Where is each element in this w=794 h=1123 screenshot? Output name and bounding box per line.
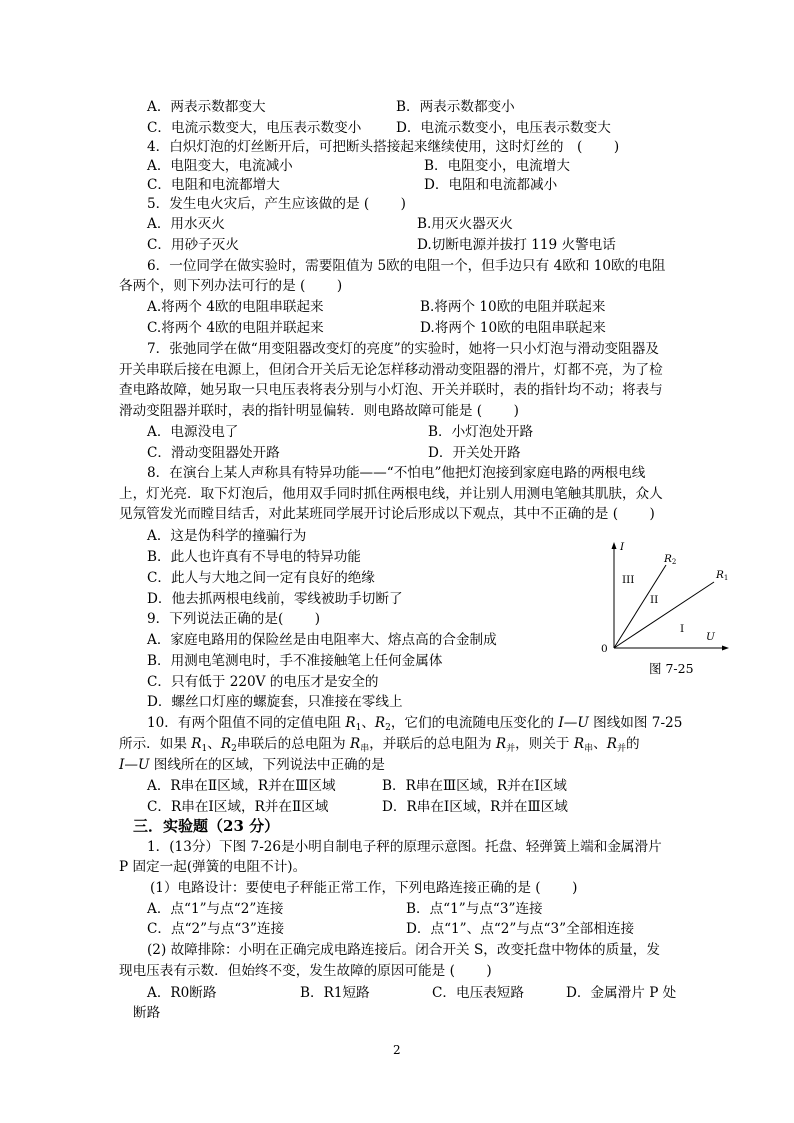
q3-option-a: A．两表示数都变大 <box>147 99 266 115</box>
q10-stem-line2: 所示．如果 $R_1$、$R_2$串联后的总电阻为 $R_串$，并联后的总电阻为 $R_并$，则关于 $R_串$、$R_并$的 <box>119 736 640 754</box>
q9-stem: 9．下列说法正确的是( ) <box>147 611 321 627</box>
q10-option-a: A．R串在Ⅱ区域，R并在Ⅲ区域 <box>147 778 336 794</box>
q10-option-b: B．R串在Ⅲ区域，R并在Ⅰ区域 <box>382 778 567 794</box>
q10-stem-line3: I—U 图线所在的区域，下列说法中正确的是 <box>119 757 385 773</box>
q7-option-a: A．电源没电了 <box>147 424 239 440</box>
e1-part1-option-d: D．点“1”、点“2”与点“3”全部相连接 <box>406 921 635 937</box>
e1-part2-option-d-cont: 断路 <box>133 1005 161 1021</box>
q5-option-b: B.用灭火器灭火 <box>417 216 513 232</box>
q9-option-d: D．螺丝口灯座的螺旋套，只准接在零线上 <box>147 694 403 710</box>
e1-stem-line2: P 固定一起(弹簧的电阻不计)。 <box>119 859 307 875</box>
i-axis-arrow <box>612 542 617 549</box>
iu-graph-figure <box>596 538 738 678</box>
q7-stem-line2: 开关串联后接在电源上，但闭合开关后无论怎样移动滑动变阻器的滑片，灯都不亮，为了检 <box>119 362 663 378</box>
q10-option-d: D．R串在Ⅰ区域，R并在Ⅲ区域 <box>382 799 568 815</box>
q4-option-d: D．电阻和电流都减小 <box>424 177 558 193</box>
e1-part1-option-c: C．点“2”与点“3”连接 <box>147 921 285 937</box>
q9-option-b: B．用测电笔测电时，手不准接触笔上任何金属体 <box>147 653 443 669</box>
e1-part2-option-b: B．R1短路 <box>300 985 370 1001</box>
i-axis-label: I <box>620 541 625 553</box>
q8-option-d: D．他去抓两根电线前，零线被助手切断了 <box>147 591 403 607</box>
q6-option-d: D.将两个 10欧的电阻串联起来 <box>420 320 606 336</box>
origin-label: 0 <box>601 643 608 655</box>
q10-option-c: C．R串在Ⅰ区域，R并在Ⅱ区域 <box>147 799 329 815</box>
q5-stem: 5．发生电火灾后，产生应该做的是 ( ) <box>147 196 406 212</box>
q4-option-b: B．电阻变小，电流增大 <box>424 158 570 174</box>
region-two-label: II <box>650 594 659 606</box>
q8-stem-line1: 8．在演台上某人声称具有特异功能——“不怕电”他把灯泡接到家庭电路的两根电线 <box>147 465 646 481</box>
e1-part2-stem-line2: 现电压表有示数．但始终不变，发生故障的原因可能是 ( ) <box>119 963 492 979</box>
u-axis-label: U <box>706 631 715 643</box>
q8-option-a: A．这是伪科学的撞骗行为 <box>147 528 307 544</box>
page-number: 2 <box>393 1043 401 1057</box>
q8-stem-line3: 见氖管发光而瞠目结舌，对此某班同学展开讨论后形成以下观点，其中不正确的是 ( ) <box>119 506 655 522</box>
q7-option-d: D．开关处开路 <box>428 445 521 461</box>
q4-option-a: A．电阻变大，电流减小 <box>147 158 293 174</box>
e1-part2-option-c: C．电压表短路 <box>432 985 524 1001</box>
q9-option-a: A．家庭电路用的保险丝是由电阻率大、熔点高的合金制成 <box>147 632 497 648</box>
q3-option-c: C．电流示数变大，电压表示数变小 <box>147 120 362 136</box>
e1-part1-stem: (1）电路设计：要使电子秤能正常工作，下列电路连接正确的是 ( ) <box>150 880 578 896</box>
r1-label: R1 <box>716 569 729 582</box>
q7-stem-line3: 查电路故障，她另取一只电压表将表分别与小灯泡、开关并联时，表的指针均不动；将表与 <box>119 382 663 398</box>
q8-option-b: B．此人也许真有不导电的特异功能 <box>147 549 361 565</box>
q8-option-c: C．此人与大地之间一定有良好的绝缘 <box>147 570 375 586</box>
r1-line <box>614 582 714 648</box>
e1-part1-option-a: A．点“1”与点“2”连接 <box>147 901 284 917</box>
q6-stem-line2: 各两个，则下列办法可行的是 ( ) <box>119 278 343 294</box>
q5-option-c: C．用砂子灭火 <box>147 237 239 253</box>
q4-stem: 4．白炽灯泡的灯丝断开后，可把断头搭接起来继续使用，这时灯丝的 ( ) <box>147 139 620 155</box>
q7-option-b: B．小灯泡处开路 <box>428 424 534 440</box>
q8-stem-line2: 上，灯光亮．取下灯泡后，他用双手同时抓住两根电线，并让别人用测电笔触其肌肤，众人 <box>119 486 663 502</box>
q6-option-a: A.将两个 4欧的电阻串联起来 <box>147 299 324 315</box>
q6-stem-line1: 6．一位同学在做实验时，需要阻值为 5欧的电阻一个，但手边只有 4欧和 10欧的电阻 <box>147 258 666 274</box>
q6-option-c: C.将两个 4欧的电阻并联起来 <box>147 320 324 336</box>
figure-caption: 图 7-25 <box>649 661 694 676</box>
q6-option-b: B.将两个 10欧的电阻并联起来 <box>420 299 606 315</box>
e1-part1-option-b: B．点“1”与点“3”连接 <box>406 901 543 917</box>
q7-stem-line1: 7．张弛同学在做“用变阻器改变灯的亮度”的实验时，她将一只小灯泡与滑动变阻器及 <box>147 341 659 357</box>
q9-option-c: C．只有低于 220V 的电压才是安全的 <box>147 674 379 690</box>
q7-option-c: C．滑动变阻器处开路 <box>147 445 280 461</box>
q7-stem-line4: 滑动变阻器并联时，表的指针明显偏转．则电路故障可能是 ( ) <box>119 403 519 419</box>
q3-option-d: D．电流示数变小，电压表示数变大 <box>396 120 611 136</box>
q5-option-d: D.切断电源并拔打 119 火警电话 <box>417 237 616 253</box>
q4-option-c: C．电阻和电流都增大 <box>147 177 280 193</box>
section-title-experiments: 三．实验题（23 分） <box>133 817 280 835</box>
e1-part2-option-a: A．R0断路 <box>147 985 217 1001</box>
e1-stem-line1: 1．(13分）下图 7-26是小明自制电子秤的原理示意图。托盘、轻弹簧上端和金属滑片 <box>147 839 662 855</box>
e1-part2-stem-line1: (2) 故障排除：小明在正确完成电路连接后。闭合开关 S，改变托盘中物体的质量，发 <box>147 942 660 958</box>
q10-stem-line1: 10．有两个阻值不同的定值电阻 $R_1$、$R_2$，它们的电流随电压变化的 I—U 图线如图 7-25 <box>147 715 683 733</box>
u-axis-arrow <box>722 646 729 651</box>
q3-option-b: B．两表示数都变小 <box>396 99 515 115</box>
region-one-label: I <box>680 623 685 635</box>
region-three-label: III <box>622 574 635 586</box>
r2-label: R2 <box>664 553 677 566</box>
q5-option-a: A．用水灭火 <box>147 216 225 232</box>
e1-part2-option-d: D．金属滑片 P 处 <box>566 985 677 1001</box>
